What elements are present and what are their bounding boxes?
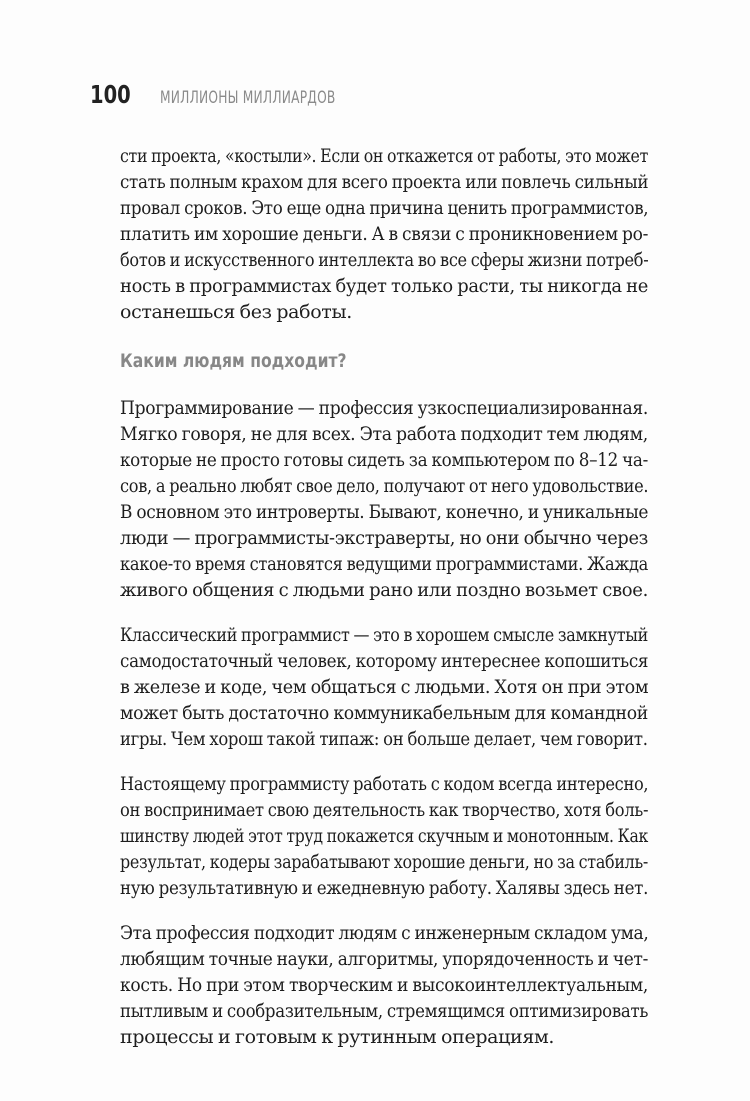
paragraph-5 [120,920,648,1050]
body-text [120,143,648,1050]
text-line: провал сроков. Это еще одна причина ценить программистов, [120,197,649,219]
text-line: шинству людей этот труд покажется скучным и монотонным. Как [120,825,648,847]
text-line: процессы и готовым к рутинным операциям. [120,1026,555,1048]
text-line: в железе и коде, чем общаться с людьми. Хотя он при этом [120,676,649,698]
text-line: кость. Но при этом творческим и высокоинтеллектуальным, [120,974,648,996]
text-line: Мягко говоря, не для всех. Эта работа подходит тем людям, [120,423,648,445]
paragraph-gap [120,901,648,920]
text-line: он воспринимает свою деятельность как творчество, хотя боль- [120,799,649,821]
section-heading: Каким людям подходит? [120,350,347,372]
text-line: живого общения с людьми рано или поздно возьмет свое. [120,579,648,601]
text-line: Классический программист — это в хорошем смысле замкнутый [120,624,648,646]
text-line: любящим точные науки, алгоритмы, упорядоченность и чет- [120,948,649,970]
paragraph-3 [120,622,648,752]
book-title: МИЛЛИОНЫ МИЛЛИАРДОВ [160,88,336,108]
text-line: Программирование — профессия узкоспециализированная. [120,397,648,419]
text-line: Эта профессия подходит людям с инженерным складом ума, [120,922,649,944]
text-line: ботов и искусственного интеллекта во все сферы жизни потреб- [120,249,649,271]
text-line: самодостаточный человек, которому интереснее копошиться [120,650,649,672]
text-line: платить им хорошие деньги. А в связи с проникновением ро- [120,223,649,245]
text-line: останешься без работы. [120,301,352,323]
text-line: В основном это интроверты. Бывают, конечно, и уникальные [120,501,649,523]
paragraph-4 [120,771,648,901]
paragraph-gap [120,752,648,771]
text-line: которые не просто готовы сидеть за компьютером по 8–12 ча- [120,449,648,471]
paragraph-gap [120,603,648,622]
text-line: результат, кодеры зарабатывают хорошие деньги, но за стабиль- [120,851,649,873]
page-number: 100 [90,80,131,109]
text-line: люди — программисты-экстраверты, но они обычно через [120,527,648,549]
running-head [90,80,404,112]
text-line: ность в программистах будет только расти, ты никогда не [120,275,649,297]
text-line: стать полным крахом для всего проекта или повлечь сильный [120,171,649,193]
text-line: какое-то время становятся ведущими программистами. Жажда [120,553,649,575]
text-line: может быть достаточно коммуникабельным для командной [120,702,649,724]
paragraph-2 [120,395,648,603]
text-line: игры. Чем хорош такой типаж: он больше делает, чем говорит. [120,728,648,750]
text-line: ную результативную и ежедневную работу. Халявы здесь нет. [120,877,649,899]
text-line: Настоящему программисту работать с кодом всегда интересно, [120,773,649,795]
text-line: сти проекта, «костыли». Если он откажется от работы, это может [120,145,649,167]
paragraph-1 [120,143,648,325]
text-line: сов, а реально любят свое дело, получают от него удовольствие. [120,475,649,497]
text-line: пытливым и сообразительным, стремящимся оптимизировать [120,1000,649,1022]
